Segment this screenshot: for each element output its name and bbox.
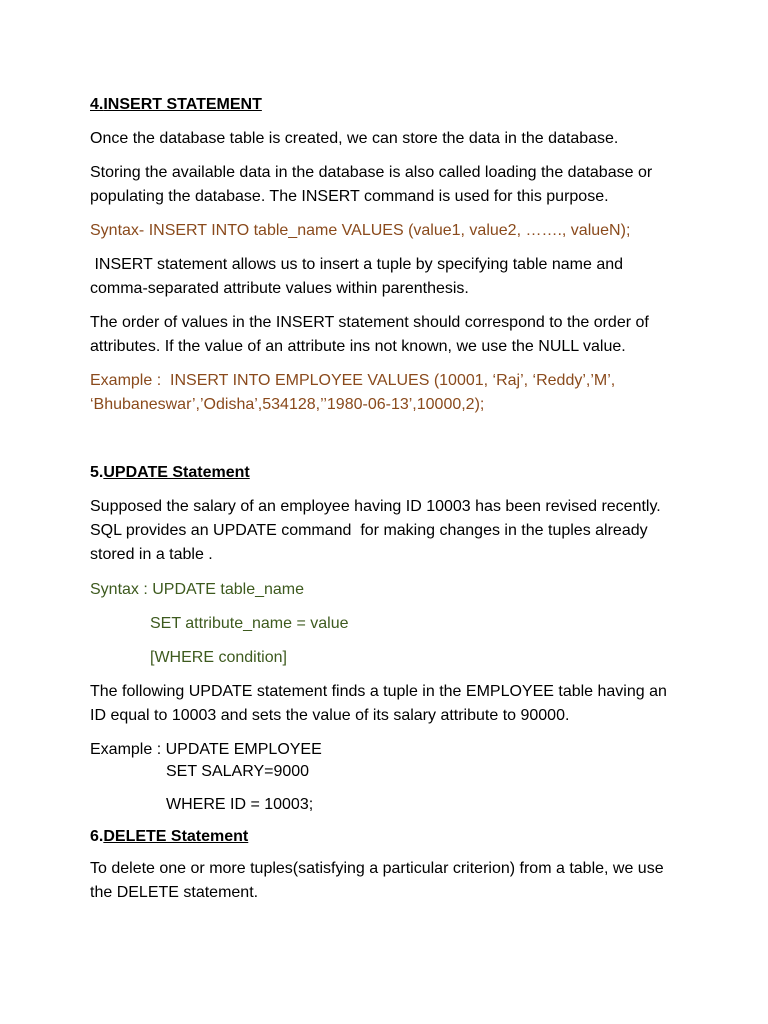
section-4-paragraph-1: Once the database table is created, we can store the data in the database. xyxy=(90,130,619,147)
section-5-syntax-line-2: SET attribute_name = value xyxy=(150,615,349,632)
section-4-paragraph-4-line-2: attributes. If the value of an attribute ins not known, we use the NULL value. xyxy=(90,338,626,355)
section-5-example-line-3: WHERE ID = 10003; xyxy=(166,796,314,813)
section-6-title: DELETE Statement xyxy=(103,828,249,845)
section-5-example-line-1: Example : UPDATE EMPLOYEE xyxy=(90,741,322,758)
section-5-syntax-line-3: [WHERE condition] xyxy=(150,649,287,666)
section-5-syntax-line-1: Syntax : UPDATE table_name xyxy=(90,581,305,598)
section-5-number: 5. xyxy=(90,464,104,481)
section-5-heading xyxy=(90,461,250,485)
section-4-paragraph-2-line-1: Storing the available data in the database is also called loading the database or xyxy=(90,164,653,181)
section-4-paragraph-3-line-1: INSERT statement allows us to insert a tuple by specifying table name and xyxy=(90,256,624,273)
section-6-paragraph-1-line-2: the DELETE statement. xyxy=(90,884,259,901)
section-6-heading xyxy=(90,825,248,849)
section-4-example-line-1: Example : INSERT INTO EMPLOYEE VALUES (10001, ‘Raj’, ‘Reddy’,’M’, xyxy=(90,372,616,389)
section-5-paragraph-2-line-1: The following UPDATE statement finds a tuple in the EMPLOYEE table having an xyxy=(90,683,667,700)
section-5-paragraph-1-line-3: stored in a table . xyxy=(90,546,213,563)
section-5-paragraph-1-line-2: SQL provides an UPDATE command for making changes in the tuples already xyxy=(90,522,648,539)
section-5-paragraph-2-line-2: ID equal to 10003 and sets the value of its salary attribute to 90000. xyxy=(90,707,570,724)
section-4-paragraph-4-line-1: The order of values in the INSERT statement should correspond to the order of xyxy=(90,314,649,331)
section-4-heading xyxy=(90,93,262,117)
section-4-paragraph-3-line-2: comma-separated attribute values within parenthesis. xyxy=(90,280,469,297)
section-5-example-line-2: SET SALARY=9000 xyxy=(166,763,310,780)
section-4-syntax: Syntax- INSERT INTO table_name VALUES (value1, value2, ……., valueN); xyxy=(90,222,631,239)
section-6-number: 6. xyxy=(90,828,104,845)
section-5-paragraph-1-line-1: Supposed the salary of an employee having ID 10003 has been revised recently. xyxy=(90,498,661,515)
section-4-paragraph-2-line-2: populating the database. The INSERT command is used for this purpose. xyxy=(90,188,609,205)
section-6-paragraph-1-line-1: To delete one or more tuples(satisfying a particular criterion) from a table, we use xyxy=(90,860,664,877)
section-4-example-line-2: ‘Bhubaneswar’,’Odisha’,534128,’’1980-06-13’,10000,2); xyxy=(90,396,485,413)
section-5-title: UPDATE Statement xyxy=(103,464,250,481)
section-4-number: 4. xyxy=(90,96,104,113)
document-page xyxy=(90,0,690,1024)
section-4-title: INSERT STATEMENT xyxy=(103,96,262,113)
